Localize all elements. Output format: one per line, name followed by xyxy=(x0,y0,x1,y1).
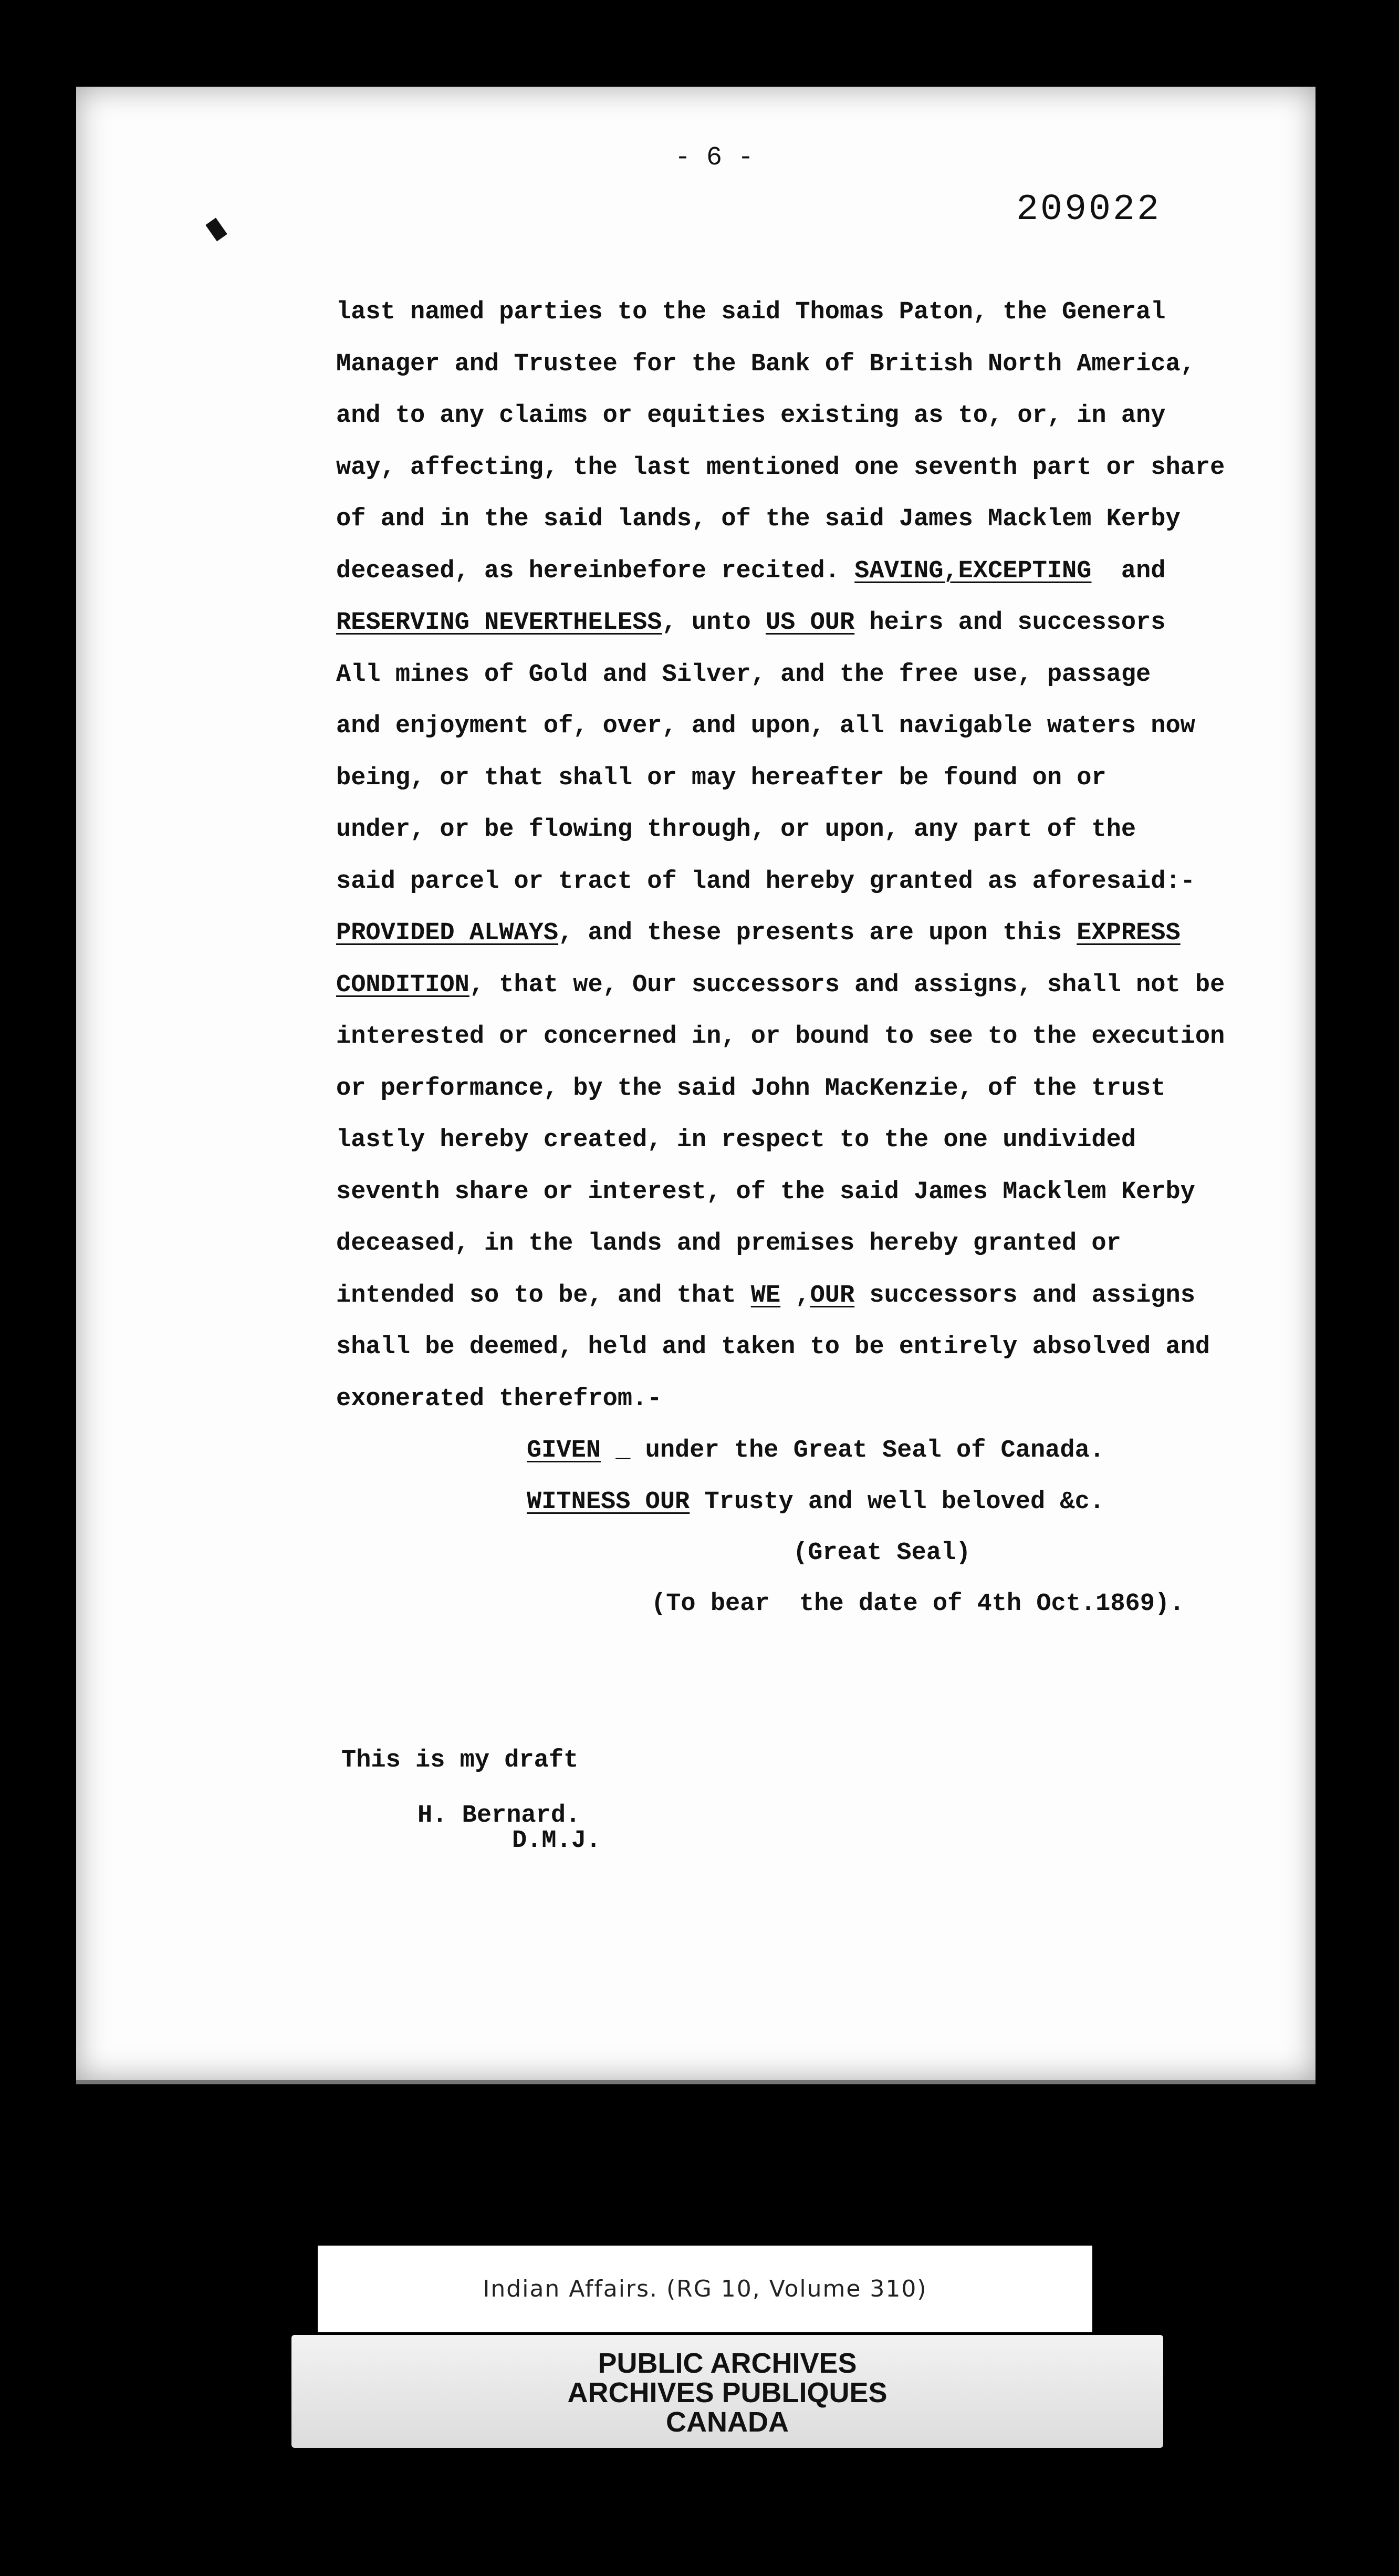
body-line xyxy=(336,1125,1334,1177)
underlined-phrase: PROVIDED ALWAYS xyxy=(336,919,559,947)
text-run: Manager and Trustee for the Bank of British North America, xyxy=(336,350,1195,378)
body-line xyxy=(336,1177,1334,1229)
text-run: lastly hereby created, in respect to the one undivided xyxy=(336,1126,1136,1154)
underlined-phrase: CONDITION xyxy=(336,971,469,999)
stamp-line: PUBLIC ARCHIVES xyxy=(598,2348,857,2379)
underlined-phrase: OUR xyxy=(810,1281,855,1310)
text-run: said parcel or tract of land hereby granted as aforesaid:- xyxy=(336,867,1195,896)
text-run: seventh share or interest, of the said James Macklem Kerby xyxy=(336,1178,1195,1206)
text-run: , and these presents are upon this xyxy=(558,919,1077,947)
draft-note: This is my draft xyxy=(341,1747,579,1774)
archive-label: Indian Affairs. (RG 10, Volume 310) xyxy=(318,2246,1092,2332)
body-line xyxy=(336,1073,1334,1125)
underlined-phrase: US OUR xyxy=(765,609,855,637)
body-line xyxy=(336,297,1334,349)
signature-title: D.M.J. xyxy=(512,1827,601,1855)
text-run: last named parties to the said Thomas Paton, the General xyxy=(336,298,1166,326)
body-line xyxy=(336,970,1334,1022)
text-run: way, affecting, the last mentioned one seventh part or share xyxy=(336,453,1225,482)
page-number: - 6 - xyxy=(675,143,754,173)
body-line xyxy=(336,866,1334,918)
text-run: , unto xyxy=(662,609,766,637)
underlined-phrase: EXPRESS xyxy=(1077,919,1181,947)
text-run: heirs and successors xyxy=(854,609,1166,637)
text-run: and enjoyment of, over, and upon, all navigable waters now xyxy=(336,712,1195,740)
text-run: or performance, by the said John MacKenzie, of the trust xyxy=(336,1074,1166,1103)
witness-line xyxy=(527,1488,1104,1516)
given-keyword: GIVEN xyxy=(527,1437,601,1464)
text-run: , that we, Our successors and assigns, shall not be xyxy=(469,971,1225,999)
body-line xyxy=(336,1332,1334,1384)
document-number: 209022 xyxy=(1016,189,1162,231)
text-run: and to any claims or equities existing as to, or, in any xyxy=(336,402,1166,430)
text-run: interested or concerned in, or bound to see to the execution xyxy=(336,1023,1225,1051)
text-run: being, or that shall or may hereafter be found on or xyxy=(336,764,1106,792)
text-run: and xyxy=(1091,557,1166,585)
body-line xyxy=(336,504,1334,556)
text-run: , xyxy=(780,1281,810,1310)
body-line xyxy=(336,711,1334,763)
body-line xyxy=(336,400,1334,452)
date-line: (To bear the date of 4th Oct.1869). xyxy=(651,1590,1185,1618)
given-text: _ under the Great Seal of Canada. xyxy=(601,1437,1104,1464)
body-text xyxy=(336,297,1334,1435)
text-run: successors and assigns xyxy=(854,1281,1195,1310)
body-line xyxy=(336,556,1334,608)
body-line xyxy=(336,1228,1334,1280)
archives-stamp xyxy=(291,2335,1163,2448)
text-run: under, or be flowing through, or upon, any part of the xyxy=(336,816,1136,844)
text-run: of and in the said lands, of the said James Macklem Kerby xyxy=(336,505,1181,533)
body-line xyxy=(336,607,1334,659)
text-run: All mines of Gold and Silver, and the free use, passage xyxy=(336,660,1151,689)
given-line xyxy=(527,1437,1104,1464)
signature-name: H. Bernard. xyxy=(417,1802,581,1830)
body-line xyxy=(336,1021,1334,1073)
body-line xyxy=(336,659,1334,711)
text-run: intended so to be, and that xyxy=(336,1281,751,1310)
body-line xyxy=(336,1280,1334,1332)
text-run: shall be deemed, held and taken to be entirely absolved and xyxy=(336,1333,1210,1361)
body-line xyxy=(336,1384,1334,1436)
text-run: deceased, in the lands and premises hereby granted or xyxy=(336,1230,1121,1258)
body-line xyxy=(336,349,1334,401)
stamp-line: CANADA xyxy=(666,2406,789,2438)
underlined-phrase: WE xyxy=(750,1281,781,1310)
witness-keyword: WITNESS OUR xyxy=(527,1488,690,1516)
witness-text: Trusty and well beloved &c. xyxy=(690,1488,1104,1516)
stamp-line: ARCHIVES PUBLIQUES xyxy=(567,2377,888,2408)
body-line xyxy=(336,452,1334,504)
body-line xyxy=(336,918,1334,970)
body-line xyxy=(336,814,1334,866)
text-run: deceased, as hereinbefore recited. xyxy=(336,557,855,585)
body-line xyxy=(336,763,1334,815)
text-run: exonerated therefrom.- xyxy=(336,1385,662,1413)
underlined-phrase: SAVING,EXCEPTING xyxy=(854,557,1092,585)
underlined-phrase: RESERVING NEVERTHELESS xyxy=(336,609,662,637)
great-seal-line: (Great Seal) xyxy=(793,1539,971,1567)
